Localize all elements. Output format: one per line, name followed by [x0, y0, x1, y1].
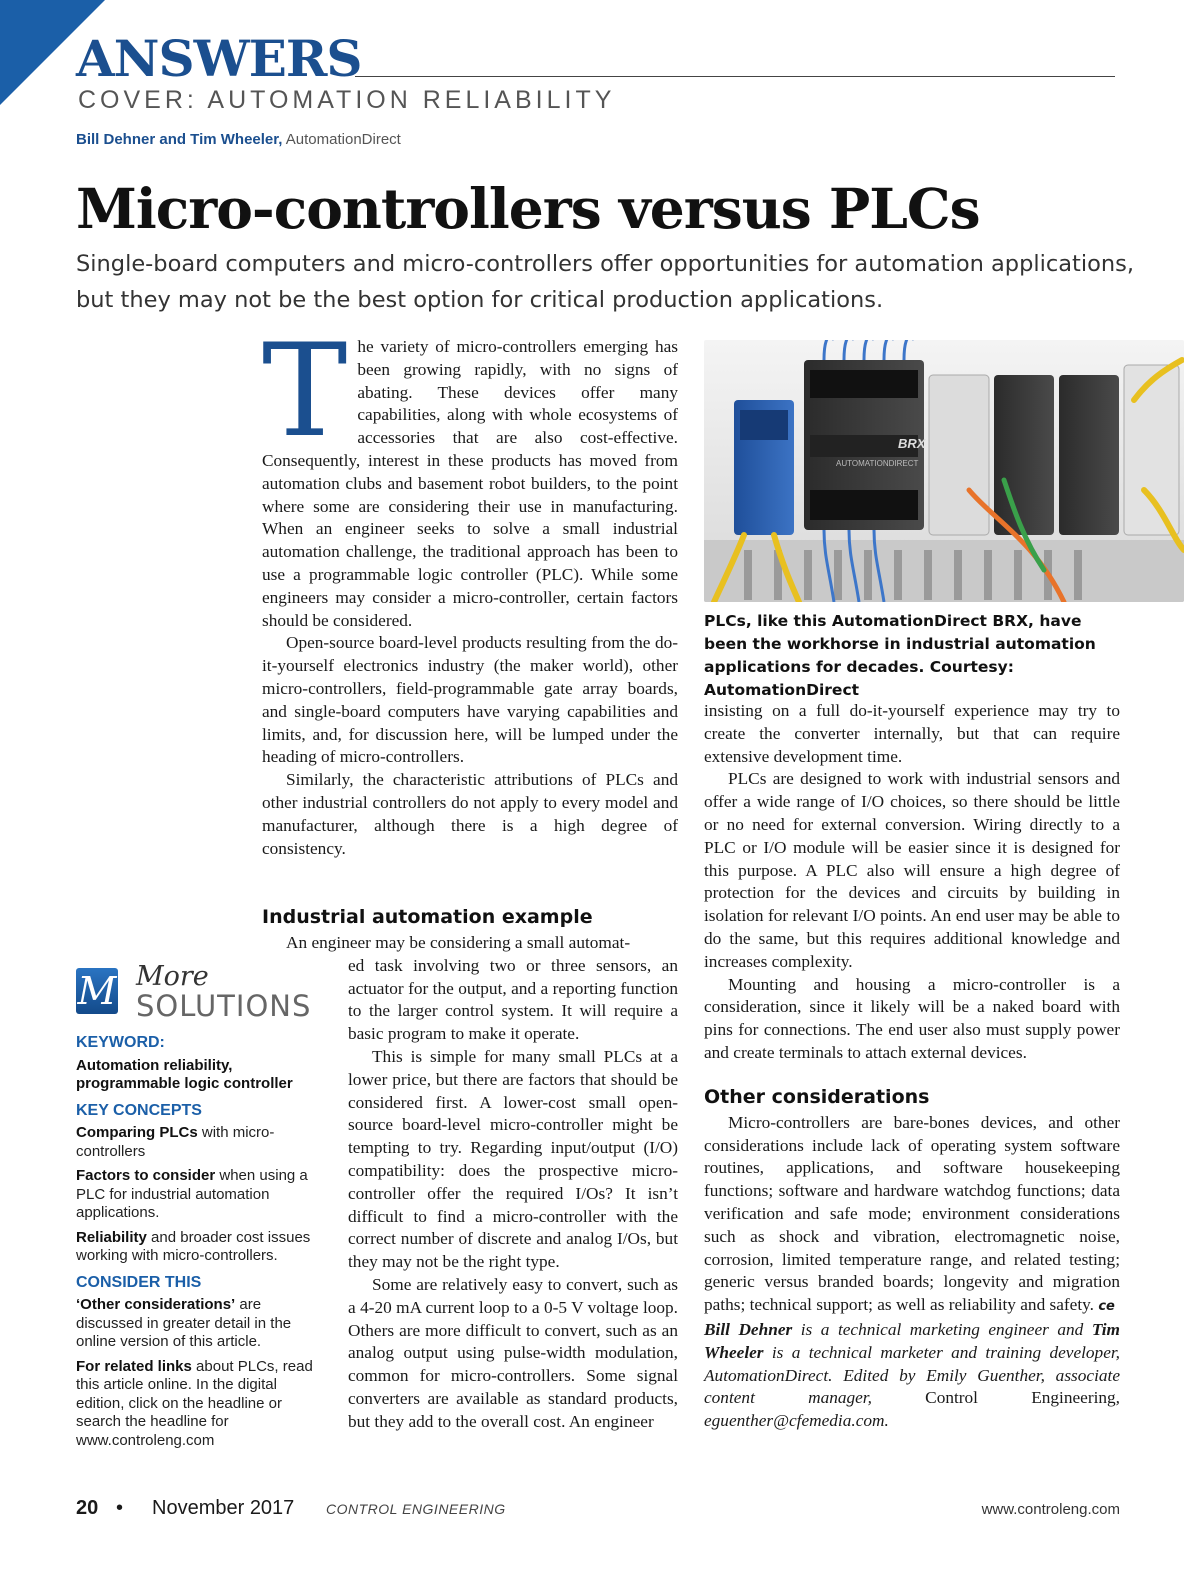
plc-photo	[704, 340, 1184, 602]
byline-authors: Bill Dehner and Tim Wheeler,	[76, 131, 283, 148]
deck: Single-board computers and micro-controllers offer opportunities for automation applications, but they may not be the best option for critical production applications.	[76, 251, 1135, 313]
subsection-label: COVER: AUTOMATION RELIABILITY	[78, 86, 616, 114]
photo-model-text: BRX	[898, 436, 926, 451]
website-link[interactable]: www.controleng.com	[981, 1501, 1120, 1518]
end-mark: ce	[1098, 1299, 1115, 1315]
keyword-text: Automation reliability, programmable logic controller	[76, 1056, 293, 1092]
logo-solutions: SOLUTIONS	[136, 989, 312, 1023]
section-label: ANSWERS	[76, 29, 362, 88]
paragraph: Some are relatively easy to convert, such as a 4-20 mA current loop to a 0-5 V voltage loop. Others are more difficult to convert, such as an analog output using pulse-width modulation, common for micro-controllers. Some signal converters are available as standard products, but they add to the overall cost. An engineer	[348, 1274, 678, 1431]
consider-item: ‘Other considerations’ are discussed in greater detail in the online version of this article.	[76, 1296, 292, 1350]
page-number: 20	[76, 1497, 99, 1519]
paragraph: Mounting and housing a micro-controller is a consideration, since it likely will be a naked board with pins for connections. The end user also must supply power and create terminals to attach external devices.	[704, 974, 1120, 1062]
concept-item: Comparing PLCs with micro-controllers	[76, 1124, 275, 1160]
paragraph: Open-source board-level products resulting from the do-it-yourself electronics industry (the maker world), other micro-controllers, field-programmable gate array boards, and single-board computers have varying capabilities and limits, and, for discussion here, will be lumped under the heading of micro-controllers.	[262, 633, 678, 767]
consider-this-heading: CONSIDER THIS	[76, 1273, 202, 1291]
issue-date: November 2017	[152, 1497, 295, 1519]
byline	[76, 130, 401, 150]
column-1-top	[262, 317, 678, 860]
logo-more: More	[136, 961, 209, 992]
paragraph: PLCs are designed to work with industrial sensors and offer a wide range of I/O choices, so there should be little or no need for external conversion. Wiring directly to a PLC or I/O module will be easier since it is designed for this purpose. A PLC also will ensure a high degree of protection for the devices and circuits by building in isolation for relevant I/O points. An end user may be able to do the same, but this requires additional knowledge and increases complexity.	[704, 769, 1120, 971]
keyword-heading: KEYWORD:	[76, 1034, 165, 1051]
more-solutions-sidebar	[76, 960, 326, 1456]
m-logo-icon: M	[77, 969, 117, 1013]
page-footer	[76, 1497, 1120, 1525]
paragraph: insisting on a full do-it-yourself experience may try to create the converter internally, but that can require extensive development time.	[704, 701, 1120, 766]
footer-bullet: •	[116, 1497, 124, 1519]
key-concepts-heading: KEY CONCEPTS	[76, 1101, 202, 1119]
column-2	[704, 700, 1120, 1433]
subhead-other-considerations: Other considerations	[704, 1085, 930, 1108]
subhead-industrial-example: Industrial automation example	[262, 906, 593, 928]
paragraph: Micro-controllers are bare-bones devices, and other considerations include lack of operating system software routines, applications, and software housekeeping functions; software and hardware watchdog functions; data verification and safe mode; environment considerations such as shock and vibration, electromagnetic noise, corrosion, limited temperature range, and related testing; generic versus branded boards; longevity and migration paths; technical support; as well as reliability and safety. ce	[704, 1112, 1120, 1315]
paragraph: he variety of micro-controllers emerging has been growing rapidly, with no signs of abating. These devices offer many capabilities, along with whole ecosystems of accessories that are also cost-effective. Consequently, interest in these products has moved from automation clubs and basement robot builders, to the point where some are considering their use in manufacturing. When an engineer seeks to solve a small industrial automation challenge, the traditional approach has been to use a programmable logic controller (PLC). While some engineers may consider a micro-controller, certain factors should be considered.	[262, 337, 678, 630]
photo-caption: PLCs, like this AutomationDirect BRX, have been the workhorse in industrial automation applications for decades. Courtesy: AutomationDirect	[704, 612, 1096, 699]
concept-item: Factors to consider when using a PLC for industrial automation applications.	[76, 1167, 308, 1221]
consider-item[interactable]: For related links about PLCs, read this article online. In the digital edition, click on the headline or search the headline for www.controleng.com	[76, 1357, 313, 1449]
paragraph: This is simple for many small PLCs at a lower price, but there are factors that should be considered first. A lower-cost small open-source board-level micro-controller might be tempting to try. Regarding input/output (I/O) compatibility: does the prospective micro-controller offer the required I/Os? It isn’t difficult to find a micro-controller with the correct number of discrete and analog I/Os, but they may not be the right type.	[348, 1046, 678, 1272]
drop-cap: T	[262, 317, 348, 466]
author-bio: Bill Dehner is a technical marketing engineer and Tim Wheeler is a technical marketer and training developer, AutomationDirect. Edited by Emily Guenther, associate content manager, Control Engineering, eguenther@cfemedia.com.	[704, 1319, 1120, 1431]
paragraph: Similarly, the characteristic attributions of PLCs and other industrial controllers do not apply to every model and manufacturer, although there is a high degree of consistency.	[262, 770, 678, 858]
concept-item: Reliability and broader cost issues working with micro-controllers.	[76, 1228, 311, 1264]
header-rule	[355, 76, 1115, 77]
plc-photo-illustration	[704, 340, 1184, 602]
photo-brand-text: AUTOMATIONDIRECT	[836, 459, 919, 468]
more-solutions-logo	[76, 960, 326, 1026]
headline[interactable]: Micro-controllers versus PLCs	[76, 176, 980, 241]
paragraph: An engineer may be considering a small automat-	[286, 933, 631, 952]
magazine-name: CONTROL ENGINEERING	[326, 1501, 506, 1517]
paragraph: ed task involving two or three sensors, an actuator for the output, and a reporting function to the larger control system. It will require a basic program to make it operate.	[348, 955, 678, 1044]
byline-org: AutomationDirect	[282, 131, 401, 148]
